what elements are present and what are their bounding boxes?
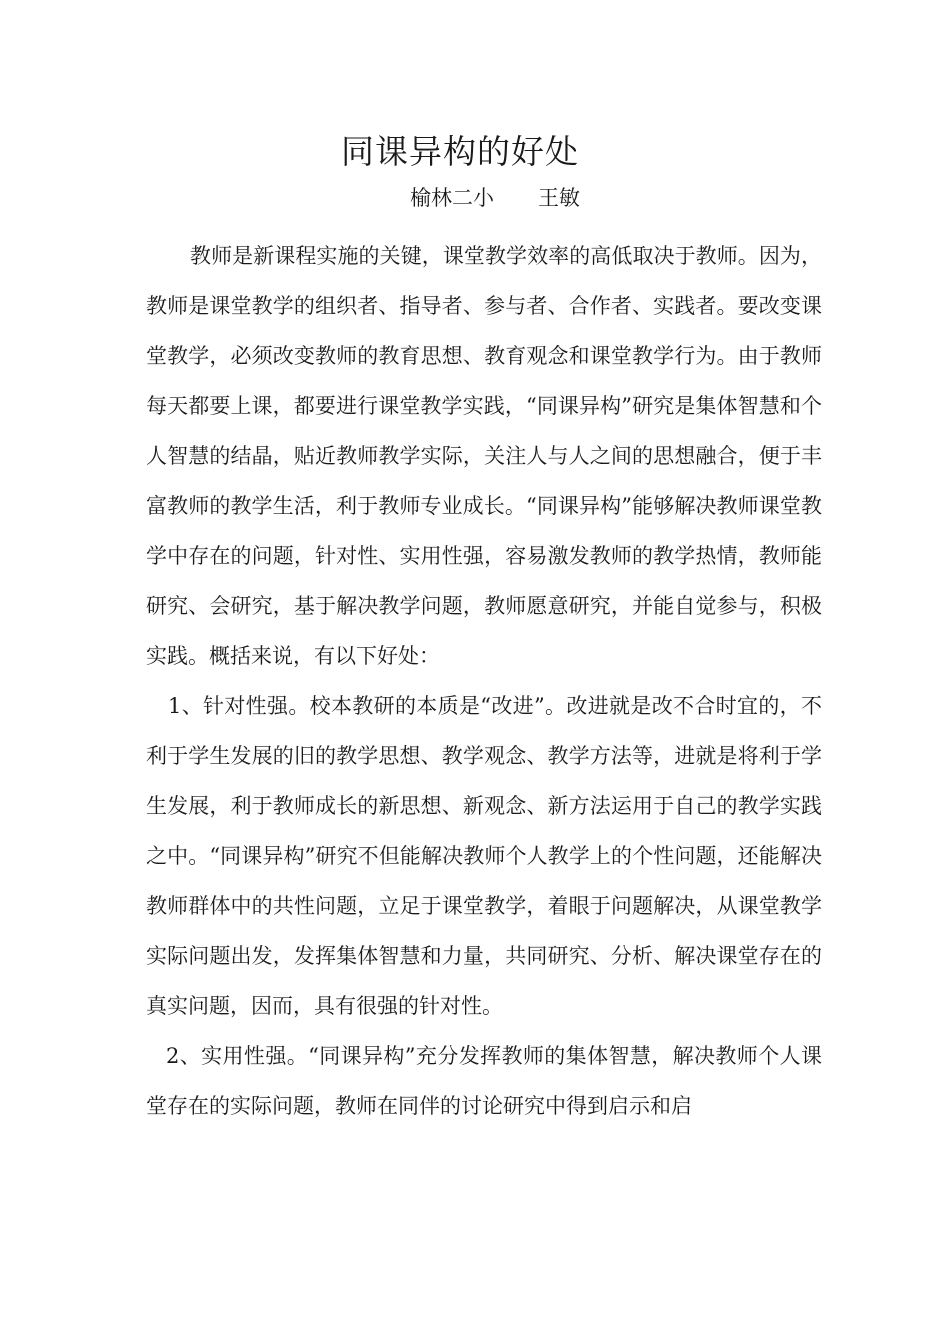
point-2-paragraph: 2、实用性强。“同课异构”充分发挥教师的集体智慧，解决教师个人课堂存在的实际问题，教师在同伴的讨论研究中得到启示和启 bbox=[146, 1044, 822, 1118]
author-name: 王敏 bbox=[538, 186, 580, 210]
school-name: 榆林二小 bbox=[410, 186, 494, 210]
point-1-paragraph: 1、针对性强。校本教研的本质是“改进”。改进就是改不合时宜的，不利于学生发展的旧的教学思想、教学观念、教学方法等，进就是将利于学生发展，利于教师成长的新思想、新观念、新方法运用于自己的教学实践之中。“同课异构”研究不但能解决教师个人教学上的个性问题，还能解决教师群体中的共性问题，立足于课堂教学，着眼于问题解决，从课堂教学实际问题出发，发挥集体智慧和力量，共同研究、分析、解决课堂存在的真实问题，因而，具有很强的针对性。 bbox=[146, 694, 822, 1018]
document-body bbox=[146, 231, 822, 1131]
intro-paragraph: 教师是新课程实施的关键，课堂教学效率的高低取决于教师。因为，教师是课堂教学的组织者、指导者、参与者、合作者、实践者。要改变课堂教学，必须改变教师的教育思想、教育观念和课堂教学行为。由于教师每天都要上课，都要进行课堂教学实践，“同课异构”研究是集体智慧和个人智慧的结晶，贴近教师教学实际，关注人与人之间的思想融合，便于丰富教师的教学生活，利于教师专业成长。“同课异构”能够解决教师课堂教学中存在的问题，针对性、实用性强，容易激发教师的教学热情，教师能研究、会研究，基于解决教学问题，教师愿意研究，并能自觉参与，积极实践。概括来说，有以下好处： bbox=[146, 244, 822, 668]
document-title: 同课异构的好处 bbox=[341, 132, 579, 171]
byline bbox=[0, 182, 950, 214]
